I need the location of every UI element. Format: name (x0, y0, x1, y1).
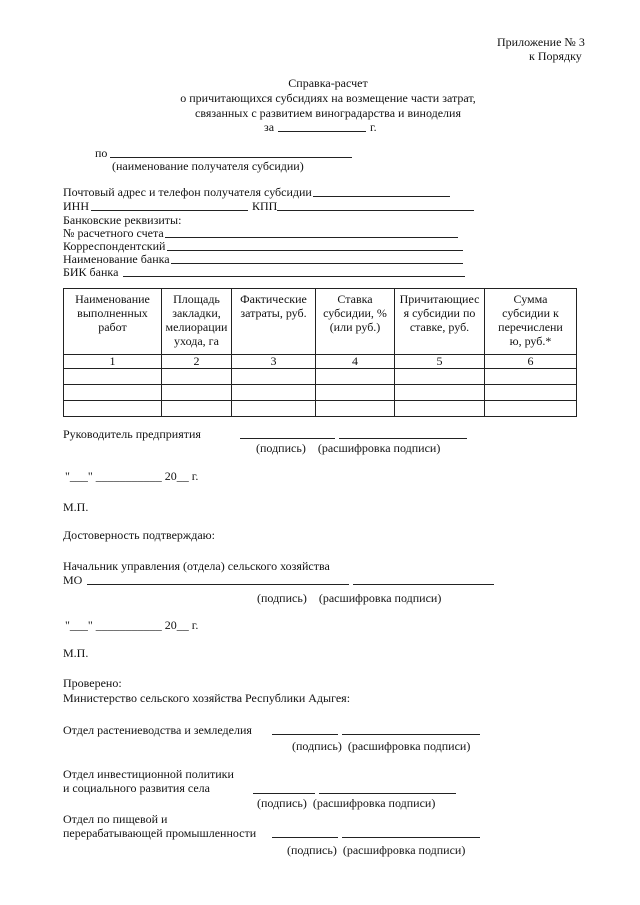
header-line: субсидии к (502, 306, 559, 320)
bik-label: БИК банка (63, 265, 119, 279)
header-line: выполненных (77, 306, 148, 320)
dept1-decode-line[interactable] (342, 734, 480, 735)
bank-heading: Банковские реквизиты: (63, 213, 182, 227)
dept2-line2: и социального развития села (63, 781, 210, 795)
bank-name-label: Наименование банка (63, 252, 170, 266)
dept2-captions: (подпись) (расшифровка подписи) (257, 796, 436, 810)
table-header-row (64, 289, 577, 355)
header-line: перечислени (498, 320, 563, 334)
table-cell[interactable] (162, 369, 232, 385)
head-captions: (подпись) (расшифровка подписи) (256, 441, 441, 455)
subsidy-table (63, 288, 577, 417)
chief-date: "___" ___________ 20__ г. (65, 618, 199, 632)
header-line: Ставка (337, 292, 373, 306)
table-cell[interactable] (64, 369, 162, 385)
dept1-label: Отдел растениеводства и земледелия (63, 723, 252, 737)
period-line[interactable] (278, 131, 366, 132)
chief-mo-label: МО (63, 573, 83, 587)
dept3-line1: Отдел по пищевой и (63, 812, 168, 826)
dept2-signature-line[interactable] (253, 793, 315, 794)
head-label: Руководитель предприятия (63, 427, 201, 441)
column-number: 1 (64, 355, 162, 369)
table-row[interactable] (64, 401, 577, 417)
account-label: № расчетного счета (63, 226, 164, 240)
header-line: ю, руб.* (509, 334, 552, 348)
checked-label: Проверено: (63, 676, 122, 690)
corr-label: Корреспондентский (63, 239, 166, 253)
column-number: 4 (316, 355, 395, 369)
table-cell[interactable] (485, 369, 577, 385)
inn-line[interactable] (91, 210, 248, 211)
period-suffix: г. (370, 120, 377, 134)
header-rate (316, 289, 395, 355)
title-line-2: о причитающихся субсидиях на возмещение части затрат, (180, 91, 476, 105)
header-line: Сумма (513, 292, 548, 306)
head-decode-line[interactable] (339, 438, 467, 439)
header-work-name (64, 289, 162, 355)
table-number-row (64, 355, 577, 369)
header-line: закладки, (172, 306, 221, 320)
table-cell[interactable] (64, 385, 162, 401)
kpp-label: КПП (252, 199, 278, 213)
table-cell[interactable] (316, 385, 395, 401)
inn-label: ИНН (63, 199, 89, 213)
header-line: мелиорации (165, 320, 228, 334)
recipient-line[interactable] (110, 157, 352, 158)
header-line: субсидии, % (323, 306, 387, 320)
header-line: (или руб.) (329, 320, 381, 334)
column-number: 6 (485, 355, 577, 369)
bik-line[interactable] (123, 276, 465, 277)
kpp-line[interactable] (277, 210, 474, 211)
dept2-decode-line[interactable] (319, 793, 456, 794)
column-number: 5 (395, 355, 485, 369)
dept3-captions: (подпись) (расшифровка подписи) (287, 843, 466, 857)
postal-label: Почтовый адрес и телефон получателя субсидии (63, 185, 312, 199)
header-due-subsidy (395, 289, 485, 355)
table-cell[interactable] (395, 385, 485, 401)
ministry-name: Министерство сельского хозяйства Республики Адыгея: (63, 691, 351, 705)
head-signature-line[interactable] (240, 438, 335, 439)
chief-title: Начальник управления (отдела) сельского хозяйства (63, 559, 330, 573)
dept1-captions: (подпись) (расшифровка подписи) (292, 739, 471, 753)
column-number: 2 (162, 355, 232, 369)
postal-line[interactable] (313, 196, 450, 197)
table-cell[interactable] (316, 401, 395, 417)
dept3-line2: перерабатывающей промышленности (63, 826, 257, 840)
table-cell[interactable] (485, 401, 577, 417)
table-row[interactable] (64, 385, 577, 401)
head-seal: М.П. (63, 500, 89, 514)
table-cell[interactable] (395, 369, 485, 385)
header-line: работ (98, 320, 127, 334)
table-cell[interactable] (162, 385, 232, 401)
dept2-line1: Отдел инвестиционной политики (63, 767, 234, 781)
head-date: "___" ___________ 20__ г. (65, 469, 199, 483)
header-line: Причитающиес (399, 292, 480, 306)
header-line: ухода, га (174, 334, 219, 348)
header-line: Площадь (173, 292, 220, 306)
column-number: 3 (232, 355, 316, 369)
appendix-number: Приложение № 3 (497, 35, 585, 49)
table-cell[interactable] (316, 369, 395, 385)
header-line: затраты, руб. (240, 306, 307, 320)
table-cell[interactable] (232, 401, 316, 417)
header-transfer-sum (485, 289, 577, 355)
table-cell[interactable] (64, 401, 162, 417)
period-prefix: за (264, 120, 275, 134)
chief-captions: (подпись) (расшифровка подписи) (257, 591, 442, 605)
appendix-reference: к Порядку (529, 49, 582, 63)
dept1-signature-line[interactable] (272, 734, 338, 735)
header-area (162, 289, 232, 355)
header-line: Фактические (240, 292, 307, 306)
bank-name-line[interactable] (171, 263, 463, 264)
corr-line[interactable] (167, 250, 463, 251)
dept3-decode-line[interactable] (342, 837, 480, 838)
table-row[interactable] (64, 369, 577, 385)
dept3-signature-line[interactable] (272, 837, 338, 838)
title-line-3: связанных с развитием виноградарства и виноделия (195, 106, 461, 120)
header-costs (232, 289, 316, 355)
document-title: Справка-расчет (288, 76, 368, 90)
header-line: Наименование (75, 292, 150, 306)
chief-decode-line[interactable] (353, 584, 494, 585)
header-line: я субсидии по (403, 306, 476, 320)
table-cell[interactable] (395, 401, 485, 417)
account-line[interactable] (165, 237, 458, 238)
table-cell[interactable] (232, 369, 316, 385)
chief-signature-line[interactable] (87, 584, 349, 585)
table-cell[interactable] (232, 385, 316, 401)
confirm-label: Достоверность подтверждаю: (63, 528, 215, 542)
recipient-prefix: по (95, 146, 108, 160)
chief-seal: М.П. (63, 646, 89, 660)
table-cell[interactable] (162, 401, 232, 417)
header-line: ставке, руб. (409, 320, 470, 334)
table-cell[interactable] (485, 385, 577, 401)
recipient-caption: (наименование получателя субсидии) (112, 159, 304, 173)
